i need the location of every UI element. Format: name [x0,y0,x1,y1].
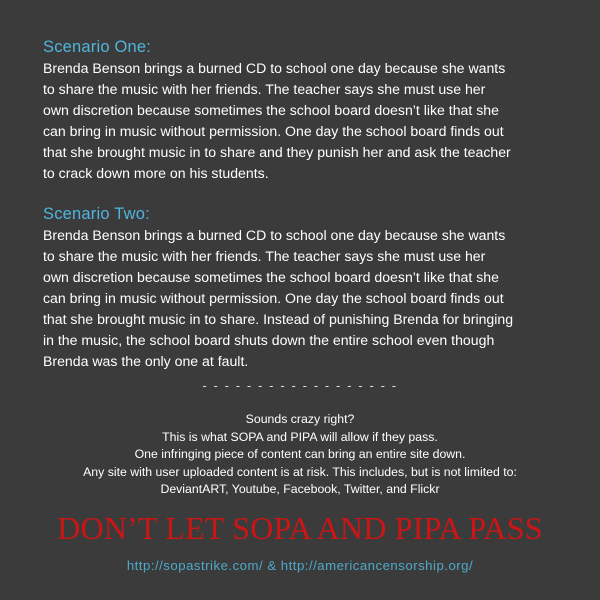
warning-message [0,411,600,499]
scenario-one-line: own discretion because sometimes the school board doesn’t like that she [43,102,499,118]
scenario-one-line: can bring in music without permission. One day the school board finds out [43,123,504,139]
scenario-two-title: Scenario Two: [43,205,150,223]
scenario-one-line: to crack down more on his students. [43,165,269,181]
scenario-two-line: to share the music with her friends. The teacher says she must use her [43,248,486,264]
scenario-one-line: Brenda Benson brings a burned CD to school one day because she wants [43,60,506,76]
scenario-one-line: to share the music with her friends. The teacher says she must use her [43,81,486,97]
scenario-two-body [43,225,563,372]
scenario-two [43,204,563,372]
links-separator: & [263,558,281,573]
dashed-divider: - - - - - - - - - - - - - - - - - - [202,378,398,393]
scenario-two-line: Brenda Benson brings a burned CD to school one day because she wants [43,227,506,243]
sopastrike-link[interactable]: http://sopastrike.com/ [126,558,264,573]
message-line: Any site with user uploaded content is at risk. This includes, but is not limited to: [83,464,517,479]
message-line: One infringing piece of content can bring an entire site down. [134,447,466,461]
headline: DON’T LET SOPA AND PIPA PASS [57,510,543,546]
scenario-two-line: can bring in music without permission. One day the school board finds out [43,290,504,306]
message-line: This is what SOPA and PIPA will allow if they pass. [162,429,438,444]
scenario-two-line: Brenda was the only one at fault. [43,353,249,369]
message-line: DeviantART, Youtube, Facebook, Twitter, and Flickr [160,482,440,496]
scenario-one-body [43,58,563,184]
message-line: Sounds crazy right? [245,412,355,426]
scenario-two-line: own discretion because sometimes the school board doesn’t like that she [43,269,499,285]
scenario-one-title: Scenario One: [43,38,152,56]
scenario-two-line: that she brought music in to share. Instead of punishing Brenda for bringing [43,311,514,327]
scenario-two-line: in the music, the school board shuts down the entire school even though [43,332,495,348]
links-footer [0,557,600,575]
scenario-one-line: that she brought music in to share and they punish her and ask the teacher [43,144,511,160]
americancensorship-link[interactable]: http://americancensorship.org/ [280,558,474,573]
scenario-one [43,37,563,184]
